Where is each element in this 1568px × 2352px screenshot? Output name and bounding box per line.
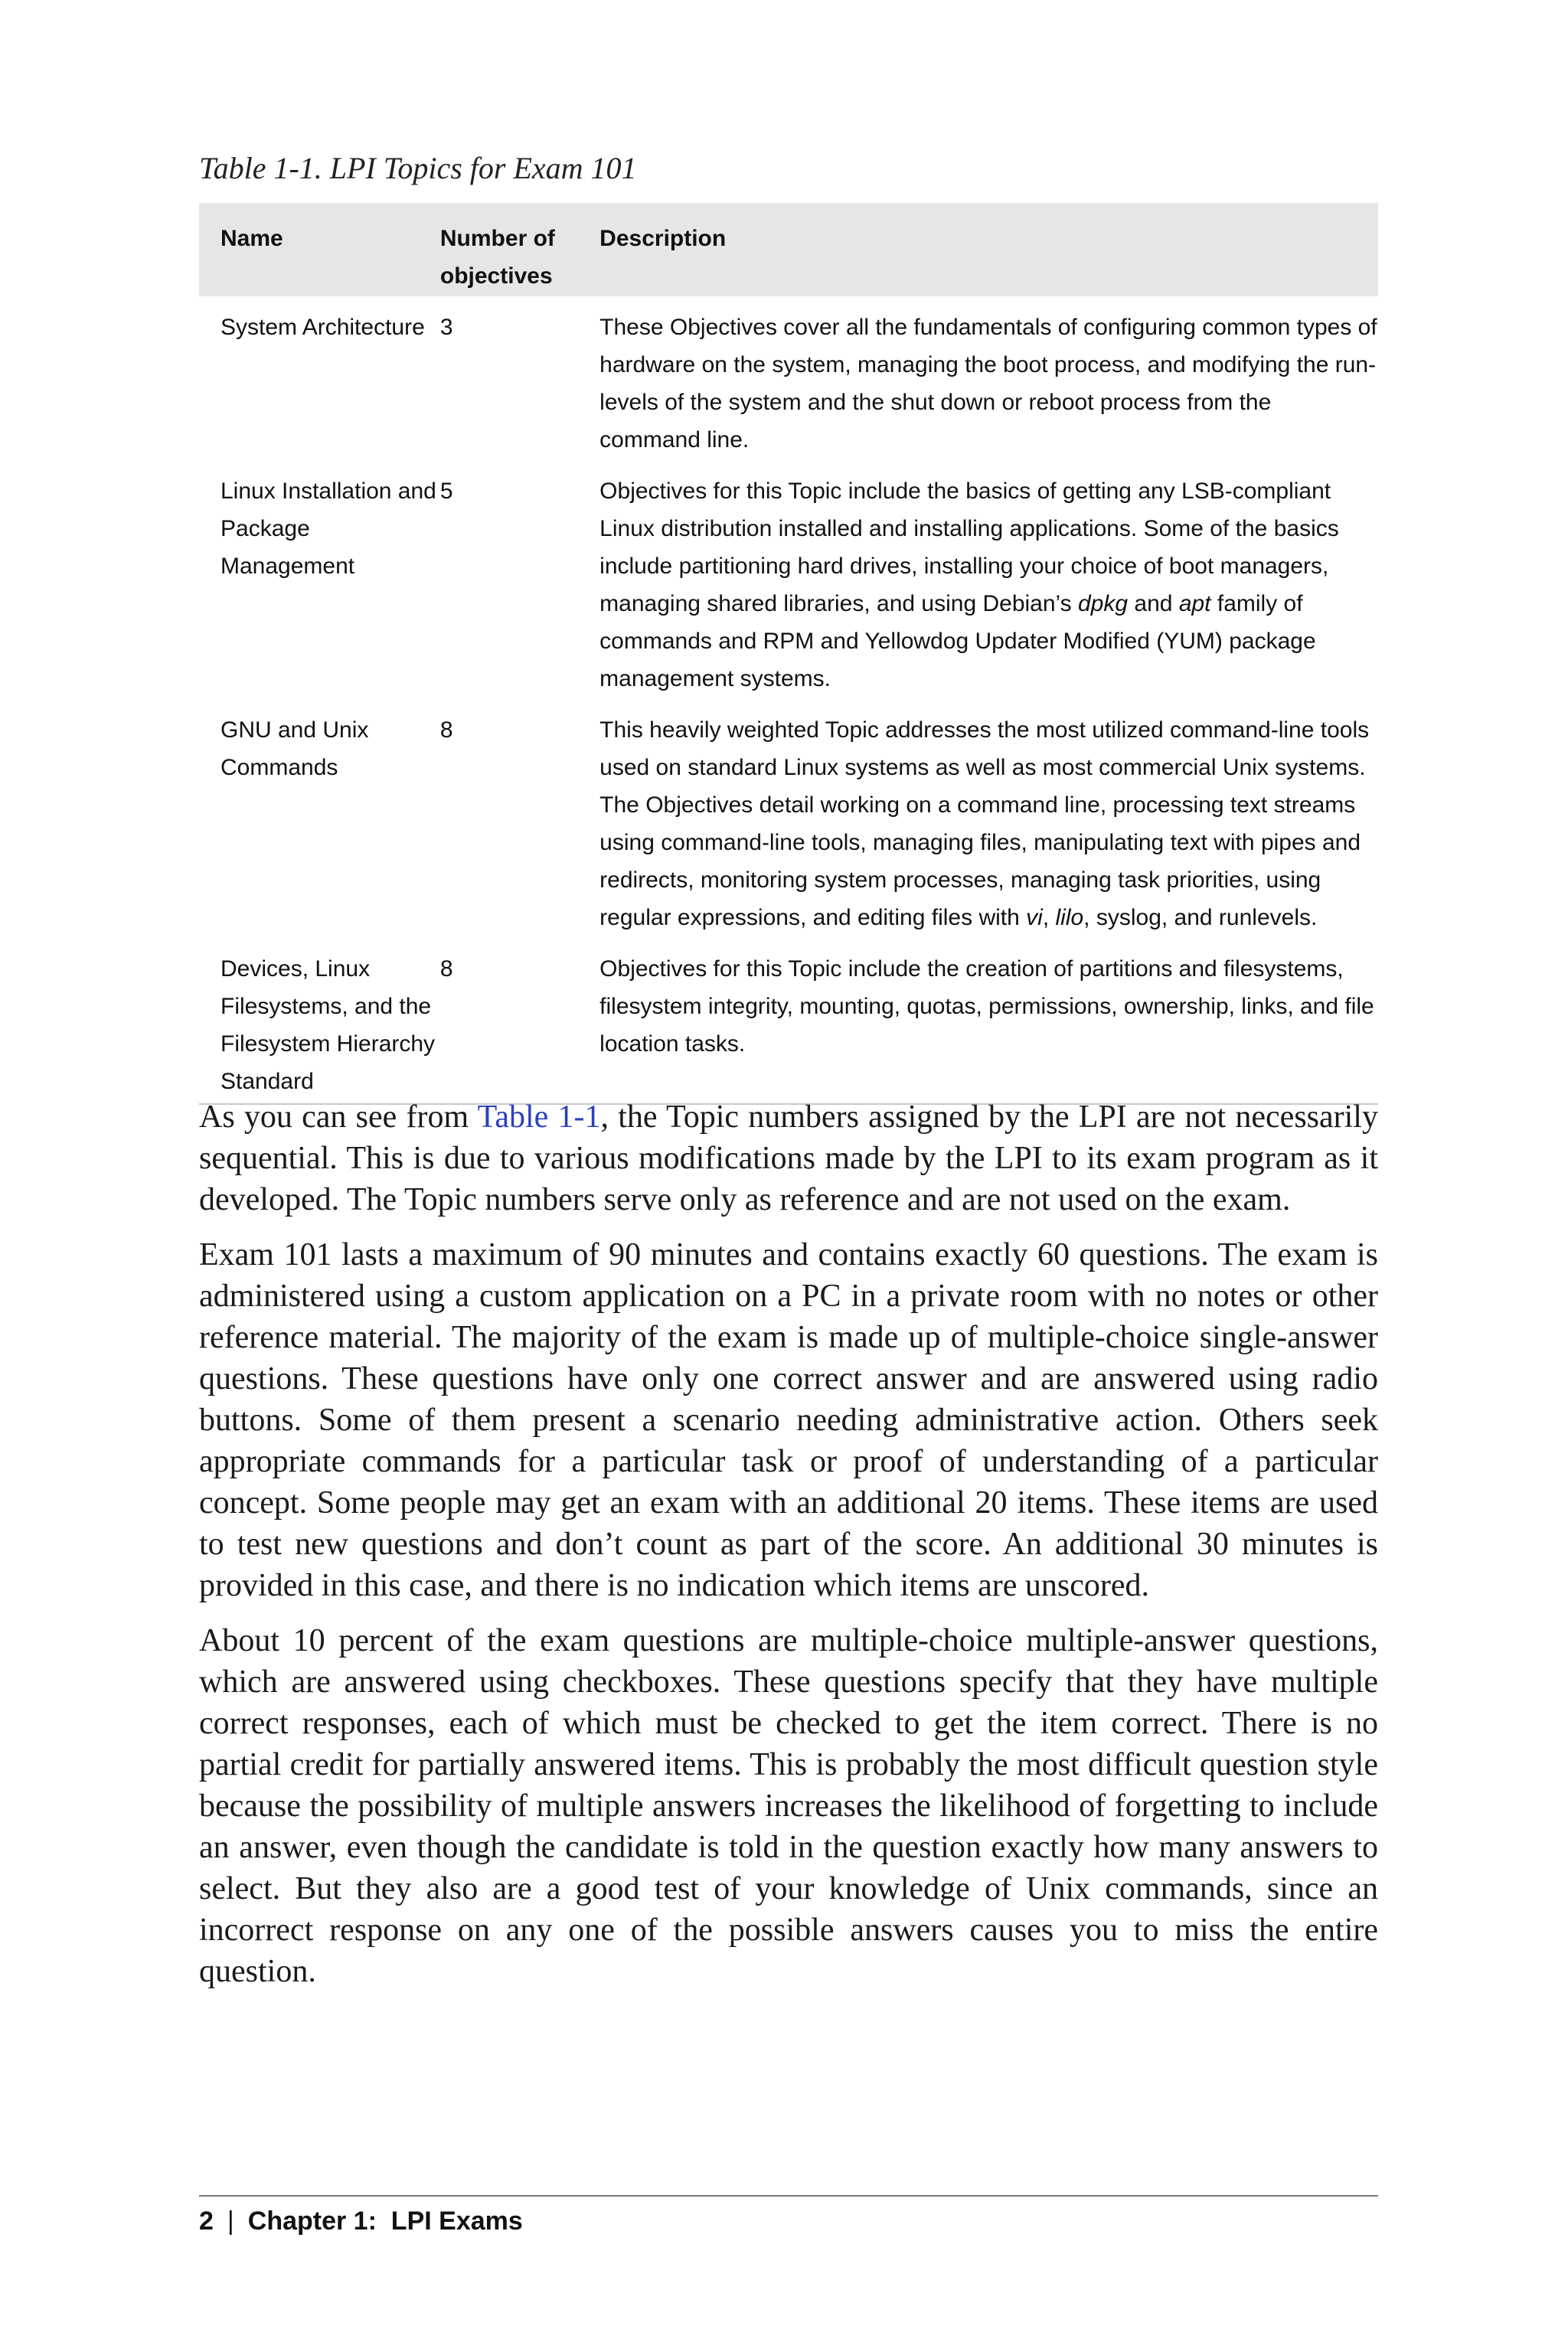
topic-name: System Architecture: [220, 315, 425, 340]
footer-rule: [199, 2195, 1378, 2197]
description-text: Objectives for this Topic include the basics of getting any LSB-compliant Linux distribution installed and installing applications. Some of the basics include partitioning hard drives, installing your choice of boot managers, managing shared libraries, and using Debian’s: [599, 479, 1339, 616]
description-text: , syslog, and runlevels.: [1083, 905, 1318, 930]
topic-name: GNU and Unix Commands: [220, 717, 369, 780]
page-number: 2: [199, 2207, 214, 2236]
objective-count: 5: [439, 479, 453, 504]
topic-name: Linux Installation and Package Management: [220, 479, 436, 579]
topic-name: Devices, Linux Filesystems, and the Filesystem Hierarchy Standard: [220, 956, 436, 1094]
page-footer: [199, 2207, 523, 2236]
header-number-of-objectives: Number of objectives: [440, 203, 599, 296]
table-caption: Table 1-1. LPI Topics for Exam 101: [199, 151, 637, 185]
description-text: and: [1128, 591, 1179, 616]
description-command-term: dpkg: [1078, 591, 1129, 616]
lpi-topics-table: [199, 203, 1378, 1105]
table-row: [199, 296, 1378, 472]
description-text: These Objectives cover all the fundamentals of configuring common types of hardware on the system, managing the boot process, and modifying the run-levels of the system and the shut down or reboot process from the command line.: [599, 315, 1377, 452]
table-row: [199, 711, 1378, 950]
description-command-term: vi: [1026, 905, 1043, 930]
table-reference-link[interactable]: Table 1-1: [477, 1099, 601, 1135]
topic-description: [599, 950, 1378, 1104]
objective-count: 3: [439, 315, 453, 340]
chapter-title: Chapter 1: LPI Exams: [247, 2207, 523, 2236]
table-row: [199, 950, 1378, 1104]
description-text: This heavily weighted Topic addresses the most utilized command-line tools used on standard Linux systems as well as most commercial Unix systems. The Objectives detail working on a command line, processing text streams using command-line tools, managing files, manipulating text with pipes and redirects, monitoring system processes, managing task priorities, using regular expressions, and editing files with: [599, 717, 1370, 930]
topic-description: [599, 472, 1378, 711]
objective-count: 8: [439, 717, 453, 743]
objective-count: 8: [439, 956, 453, 982]
topic-description: [599, 296, 1378, 472]
body-text: [199, 1096, 1378, 2006]
description-text: Objectives for this Topic include the creation of partitions and filesystems, filesystem integrity, mounting, quotas, permissions, ownership, links, and file location tasks.: [599, 956, 1374, 1057]
header-name: Name: [199, 203, 440, 296]
header-description: Description: [599, 203, 1378, 296]
table-header-row: [199, 203, 1378, 296]
description-text: ,: [1042, 905, 1056, 930]
description-command-term: lilo: [1055, 905, 1084, 930]
paragraph-2: Exam 101 lasts a maximum of 90 minutes and contains exactly 60 questions. The exam is administered using a custom application on a PC in a private room with no notes or other reference material. The majority of the exam is made up of multiple-choice single-answer questions. These questions have only one correct answer and are answered using radio buttons. Some of them present a scenario needing administrative action. Others seek appropriate commands for a particular task or proof of understanding of a particular concept. Some people may get an exam with an additional 20 items. These items are used to test new questions and don’t count as part of the score. An additional 30 minutes is provided in this case, and there is no indication which items are unscored.: [199, 1237, 1378, 1603]
description-command-term: apt: [1178, 591, 1211, 616]
topic-description: [599, 711, 1378, 950]
description-text: family of commands and RPM and Yellowdog Updater Modified (YUM) package management systems.: [599, 591, 1316, 691]
table-row: [199, 472, 1378, 711]
paragraph-3: About 10 percent of the exam questions are multiple-choice multiple-answer questions, which are answered using checkboxes. These questions specify that they have multiple correct responses, each of which must be checked to get the item correct. There is no partial credit for partially answered items. This is probably the most difficult question style because the possibility of multiple answers increases the likelihood of forgetting to include an answer, even though the candidate is told in the question exactly how many answers to select. But they also are a good test of your knowledge of Unix commands, since an incorrect response on any one of the possible answers causes you to miss the entire question.: [199, 1623, 1378, 1989]
footer-separator: |: [227, 2207, 234, 2236]
paragraph-1: As you can see from Table 1-1, the Topic numbers assigned by the LPI are not necessarily sequential. This is due to various modifications made by the LPI to its exam program as it developed. The Topic numbers serve only as reference and are not used on the exam.: [199, 1099, 1378, 1217]
